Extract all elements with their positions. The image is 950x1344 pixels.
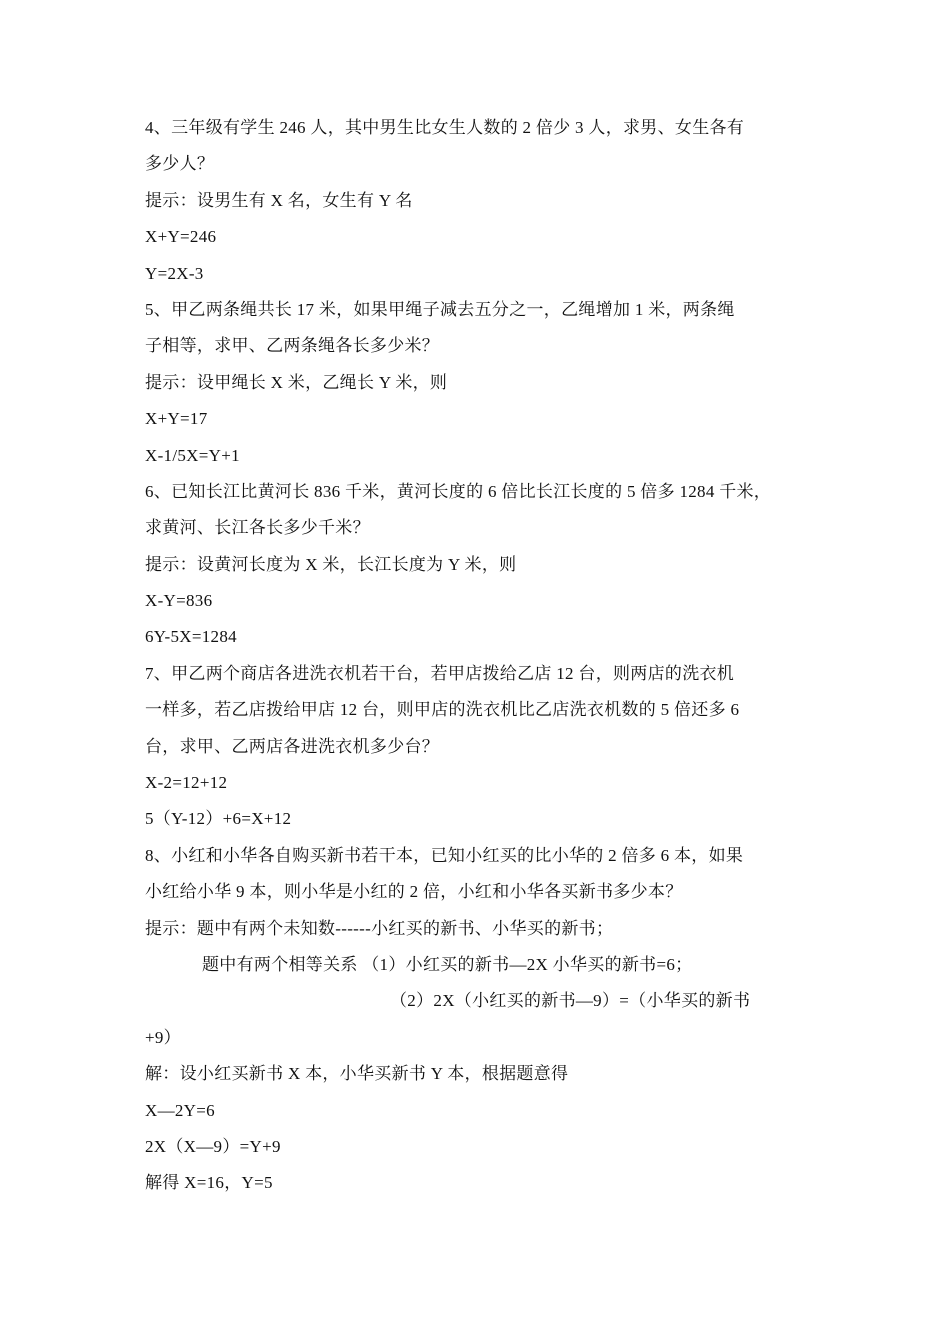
- problem-7-line-2: 一样多，若乙店拨给甲店 12 台，则甲店的洗衣机比乙店洗衣机数的 5 倍还多 6: [145, 700, 740, 720]
- problem-5-equation-1: X+Y=17: [145, 409, 208, 429]
- problem-7-line-1: 7、甲乙两个商店各进洗衣机若干台，若甲店拨给乙店 12 台，则两店的洗衣机: [145, 663, 735, 683]
- problem-8-hint: 提示：题中有两个未知数------小红买的新书、小华买的新书；: [145, 918, 614, 938]
- problem-8-equation-2: 2X（X—9）=Y+9: [145, 1136, 281, 1156]
- problem-6-hint: 提示：设黄河长度为 X 米，长江长度为 Y 米，则: [145, 554, 517, 574]
- document-page: [145, 110, 825, 1202]
- problem-4-line-2: 多少人？: [145, 154, 215, 174]
- problem-8-answer: 解得 X=16，Y=5: [145, 1173, 273, 1193]
- problem-6-line-2: 求黄河、长江各长多少千米？: [145, 518, 370, 538]
- problem-8-relation-1: 题中有两个相等关系 （1）小红买的新书—2X 小华买的新书=6；: [202, 954, 693, 974]
- problem-4-equation-2: Y=2X-3: [145, 263, 204, 283]
- problem-7-line-3: 台，求甲、乙两店各进洗衣机多少台？: [145, 736, 440, 756]
- problem-4-hint: 提示：设男生有 X 名，女生有 Y 名: [145, 190, 413, 210]
- problem-4-line-1: 4、三年级有学生 246 人，其中男生比女生人数的 2 倍少 3 人，求男、女生各有: [145, 118, 745, 137]
- problem-6-equation-2: 6Y-5X=1284: [145, 627, 237, 647]
- problem-6-equation-1: X-Y=836: [145, 591, 213, 611]
- problem-5-line-1: 5、甲乙两条绳共长 17 米，如果甲绳子减去五分之一，乙绳增加 1 米，两条绳: [145, 299, 735, 319]
- problem-7-equation-2: 5（Y-12）+6=X+12: [145, 809, 292, 829]
- problem-4-equation-1: X+Y=246: [145, 227, 217, 247]
- problem-8-line-1: 8、小红和小华各自购买新书若干本，已知小红买的比小华的 2 倍多 6 本，如果: [145, 845, 744, 865]
- problem-5-equation-2: X-1/5X=Y+1: [145, 445, 240, 465]
- problem-8-solution-setup: 解：设小红买新书 X 本，小华买新书 Y 本，根据题意得: [145, 1064, 569, 1084]
- problem-8-line-2: 小红给小华 9 本，则小华是小红的 2 倍，小红和小华各买新书多少本？: [145, 882, 683, 902]
- problem-5-line-2: 子相等，求甲、乙两条绳各长多少米？: [145, 336, 440, 356]
- problem-8-equation-1: X—2Y=6: [145, 1100, 215, 1120]
- problem-7-equation-1: X-2=12+12: [145, 773, 228, 793]
- problem-5-hint: 提示：设甲绳长 X 米，乙绳长 Y 米，则: [145, 372, 448, 392]
- problem-6-line-1: 6、已知长江比黄河长 836 千米，黄河长度的 6 倍比长江长度的 5 倍多 1284 千米，: [145, 481, 772, 501]
- problem-8-relation-2: （2）2X（小红买的新书—9）=（小华买的新书: [390, 991, 751, 1011]
- problem-8-relation-2-cont: +9）: [145, 1027, 181, 1047]
